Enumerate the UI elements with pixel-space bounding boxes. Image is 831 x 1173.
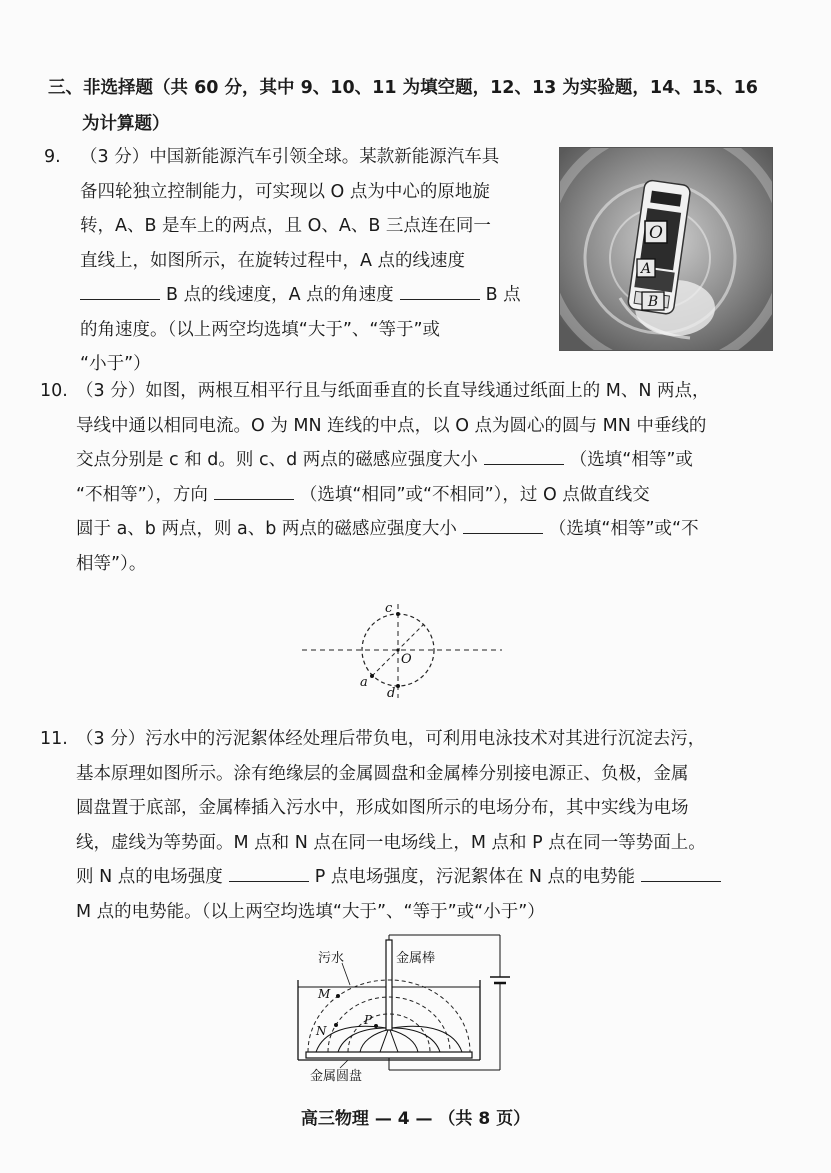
- answer-blank[interactable]: [641, 864, 721, 883]
- label-water: 污水: [318, 951, 345, 966]
- label-o: O: [401, 652, 412, 667]
- q9-line: “小于”）: [80, 354, 151, 374]
- question-number: 9.: [44, 147, 61, 167]
- q9-line-5: [40, 278, 540, 313]
- label-n: N: [316, 1024, 327, 1038]
- q11-line: M 点的电势能。（以上两空均选填“大于”、“等于”或“小于”）: [76, 901, 545, 922]
- question-11: [40, 722, 776, 929]
- q10-line-text: “不相等”），方向: [76, 484, 208, 505]
- q9-line-text: B 点: [485, 285, 521, 305]
- svg-text:B: B: [647, 294, 659, 310]
- question-10: [40, 374, 776, 581]
- page-footer: 高三物理 — 4 — （共 8 页）: [300, 1109, 531, 1129]
- q10-line-3: [40, 443, 776, 478]
- point-c: [396, 612, 400, 616]
- label-a: a: [360, 675, 368, 690]
- point-n: [334, 1023, 338, 1027]
- q11-line: 圆盘置于底部，金属棒插入污水中，形成如图所示的电场分布，其中实线为电场: [76, 798, 689, 818]
- q11-line: 线，虚线为等势面。M 点和 N 点在同一电场线上，M 点和 P 点在同一等势面上。: [76, 832, 706, 853]
- answer-blank[interactable]: [484, 447, 564, 466]
- label-a: [637, 259, 655, 277]
- answer-blank[interactable]: [214, 481, 294, 500]
- q9-line: 的角速度。（以上两空均选填“大于”、“等于”或: [80, 319, 441, 340]
- q10-line: 导线中通以相同电流。O 为 MN 连线的中点，以 O 点为圆心的圆与 MN 中垂线的: [76, 415, 707, 436]
- q10-line-text: （选填“相等”或: [569, 450, 693, 470]
- q11-line-text: P 点电场强度，污泥絮体在 N 点的电势能: [314, 867, 636, 887]
- q10-line: 相等”）。: [76, 553, 147, 574]
- metal-disk: [306, 1052, 472, 1058]
- q9-line: （3 分）中国新能源汽车引领全球。某款新能源汽车具: [80, 147, 500, 167]
- point-d: [396, 684, 400, 688]
- label-c: c: [385, 601, 393, 616]
- point-a: [370, 674, 374, 678]
- point-o: [396, 648, 399, 651]
- section-title-line2: 为计算题）: [82, 114, 170, 134]
- point-p: [374, 1024, 378, 1028]
- answer-blank[interactable]: [80, 282, 160, 301]
- answer-blank[interactable]: [400, 282, 480, 301]
- svg-text:O: O: [649, 223, 663, 243]
- q11-line-text: 则 N 点的电场强度: [76, 867, 223, 887]
- q10-line-text: （选填“相等”或“不: [548, 519, 699, 539]
- label-b: [642, 292, 664, 310]
- answer-blank[interactable]: [463, 516, 543, 535]
- q9-line: 转，A、B 是车上的两点，且 O、A、B 三点连在同一: [80, 216, 491, 236]
- magnetic-field-diagram: [290, 598, 515, 702]
- section-heading: [48, 70, 788, 142]
- car-rotation-photo: [559, 147, 773, 351]
- label-p: P: [364, 1013, 373, 1027]
- label-m: M: [318, 987, 331, 1001]
- q9-line: 直线上，如图所示，在旋转过程中，A 点的线速度: [80, 250, 466, 271]
- label-rod: 金属棒: [396, 951, 436, 966]
- q10-line: （3 分）如图，两根互相平行且与纸面垂直的长直导线通过纸面上的 M、N 两点，: [76, 381, 710, 401]
- label-o: [645, 221, 667, 243]
- section-title-line1: 三、非选择题（共 60 分，其中 9、10、11 为填空题，12、13 为实验题，14、15、16: [48, 78, 758, 98]
- q10-line-text: （选填“相同”或“不相同”），过 O 点做直线交: [299, 484, 650, 505]
- label-d: d: [387, 686, 396, 701]
- q11-line-5: [40, 860, 776, 895]
- q10-line-4: [40, 478, 776, 513]
- svg-text:A: A: [640, 261, 652, 277]
- question-9: [40, 140, 540, 382]
- electrophoresis-diagram: [288, 932, 528, 1082]
- q11-line: （3 分）污水中的污泥絮体经处理后带负电，可利用电泳技术对其进行沉淀去污，: [76, 729, 706, 749]
- metal-rod: [386, 940, 392, 1030]
- answer-blank[interactable]: [229, 864, 309, 883]
- q10-line-text: 圆于 a、b 两点，则 a、b 两点的磁感应强度大小: [76, 519, 457, 539]
- question-number: 10.: [40, 381, 68, 401]
- q9-line-text: B 点的线速度，A 点的角速度: [166, 285, 394, 305]
- q11-line: 基本原理如图所示。涂有绝缘层的金属圆盘和金属棒分别接电源正、负极，金属: [76, 763, 689, 784]
- point-m: [336, 994, 340, 998]
- question-number: 11.: [40, 729, 68, 749]
- label-disk: 金属圆盘: [310, 1069, 363, 1082]
- q10-line-5: [40, 512, 776, 547]
- q9-line: 备四轮独立控制能力，可实现以 O 点为中心的原地旋: [80, 181, 490, 202]
- q10-line-text: 交点分别是 c 和 d。则 c、d 两点的磁感应强度大小: [76, 450, 478, 470]
